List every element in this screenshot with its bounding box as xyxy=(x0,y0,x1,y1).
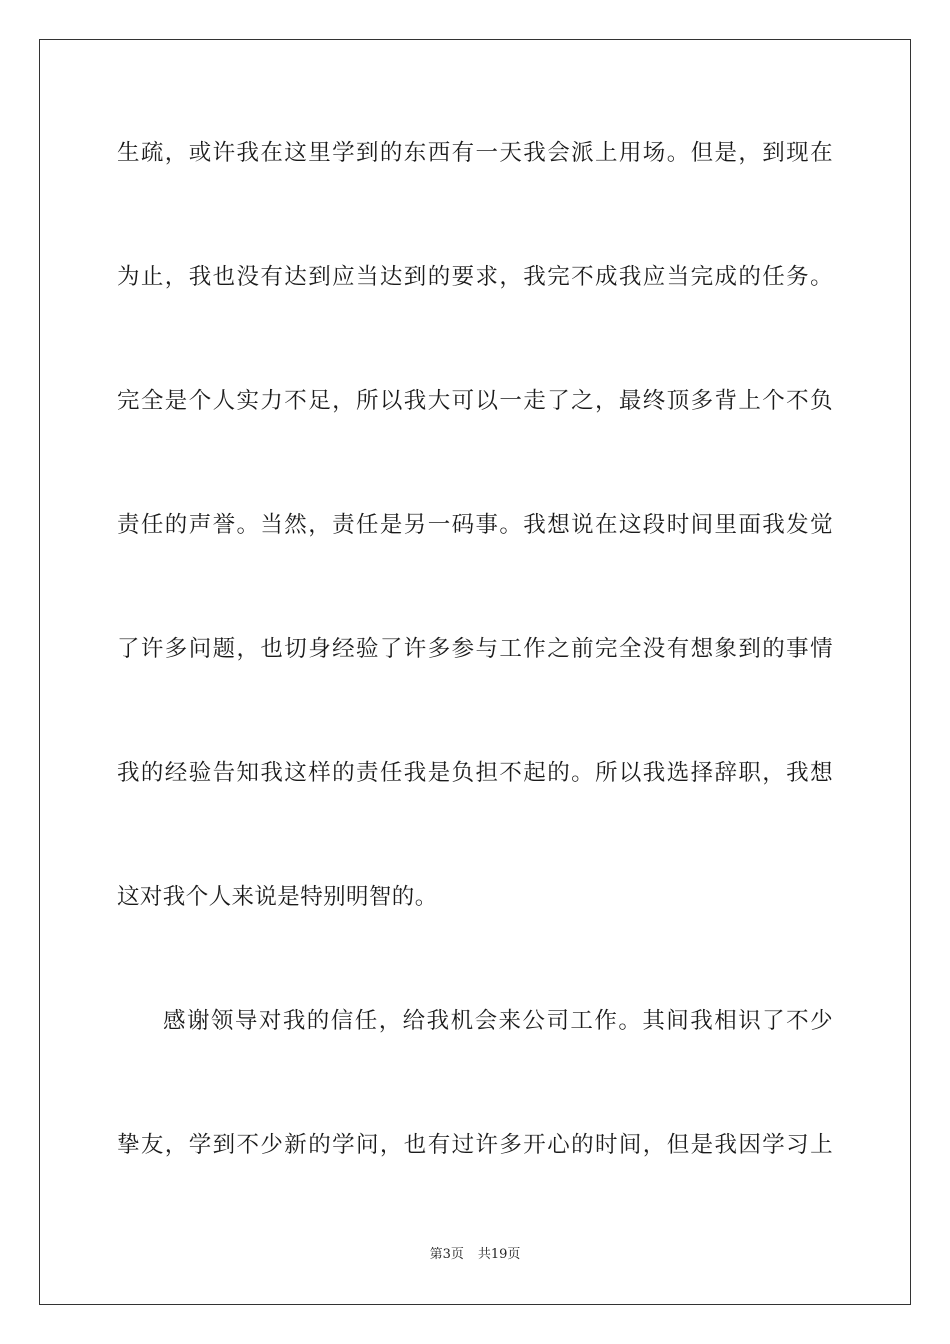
paragraph-line: 完全是个人实力不足，所以我大可以一走了之，最终顶多背上个不负 xyxy=(117,388,833,414)
page-border xyxy=(39,39,911,1305)
paragraph-line: 我的经验告知我这样的责任我是负担不起的。所以我选择辞职，我想 xyxy=(117,760,833,786)
paragraph-line: 挚友，学到不少新的学问，也有过许多开心的时间，但是我因学习上 xyxy=(117,1132,833,1158)
paragraph-line: 感谢领导对我的信任，给我机会来公司工作。其间我相识了不少 xyxy=(163,1008,833,1034)
paragraph-line: 责任的声誉。当然，责任是另一码事。我想说在这段时间里面我发觉 xyxy=(117,512,833,538)
paragraph-line: 了许多问题，也切身经验了许多参与工作之前完全没有想象到的事情 xyxy=(117,636,833,662)
page-total: 共19页 xyxy=(477,1247,521,1262)
paragraph-line: 为止，我也没有达到应当达到的要求，我完不成我应当完成的任务。 xyxy=(117,264,833,290)
page-number: 第3页 xyxy=(429,1247,464,1262)
paragraph-line: 生疏，或许我在这里学到的东西有一天我会派上用场。但是，到现在 xyxy=(117,140,833,166)
page-footer xyxy=(0,1246,950,1264)
paragraph-line: 这对我个人来说是特别明智的。 xyxy=(117,884,438,910)
